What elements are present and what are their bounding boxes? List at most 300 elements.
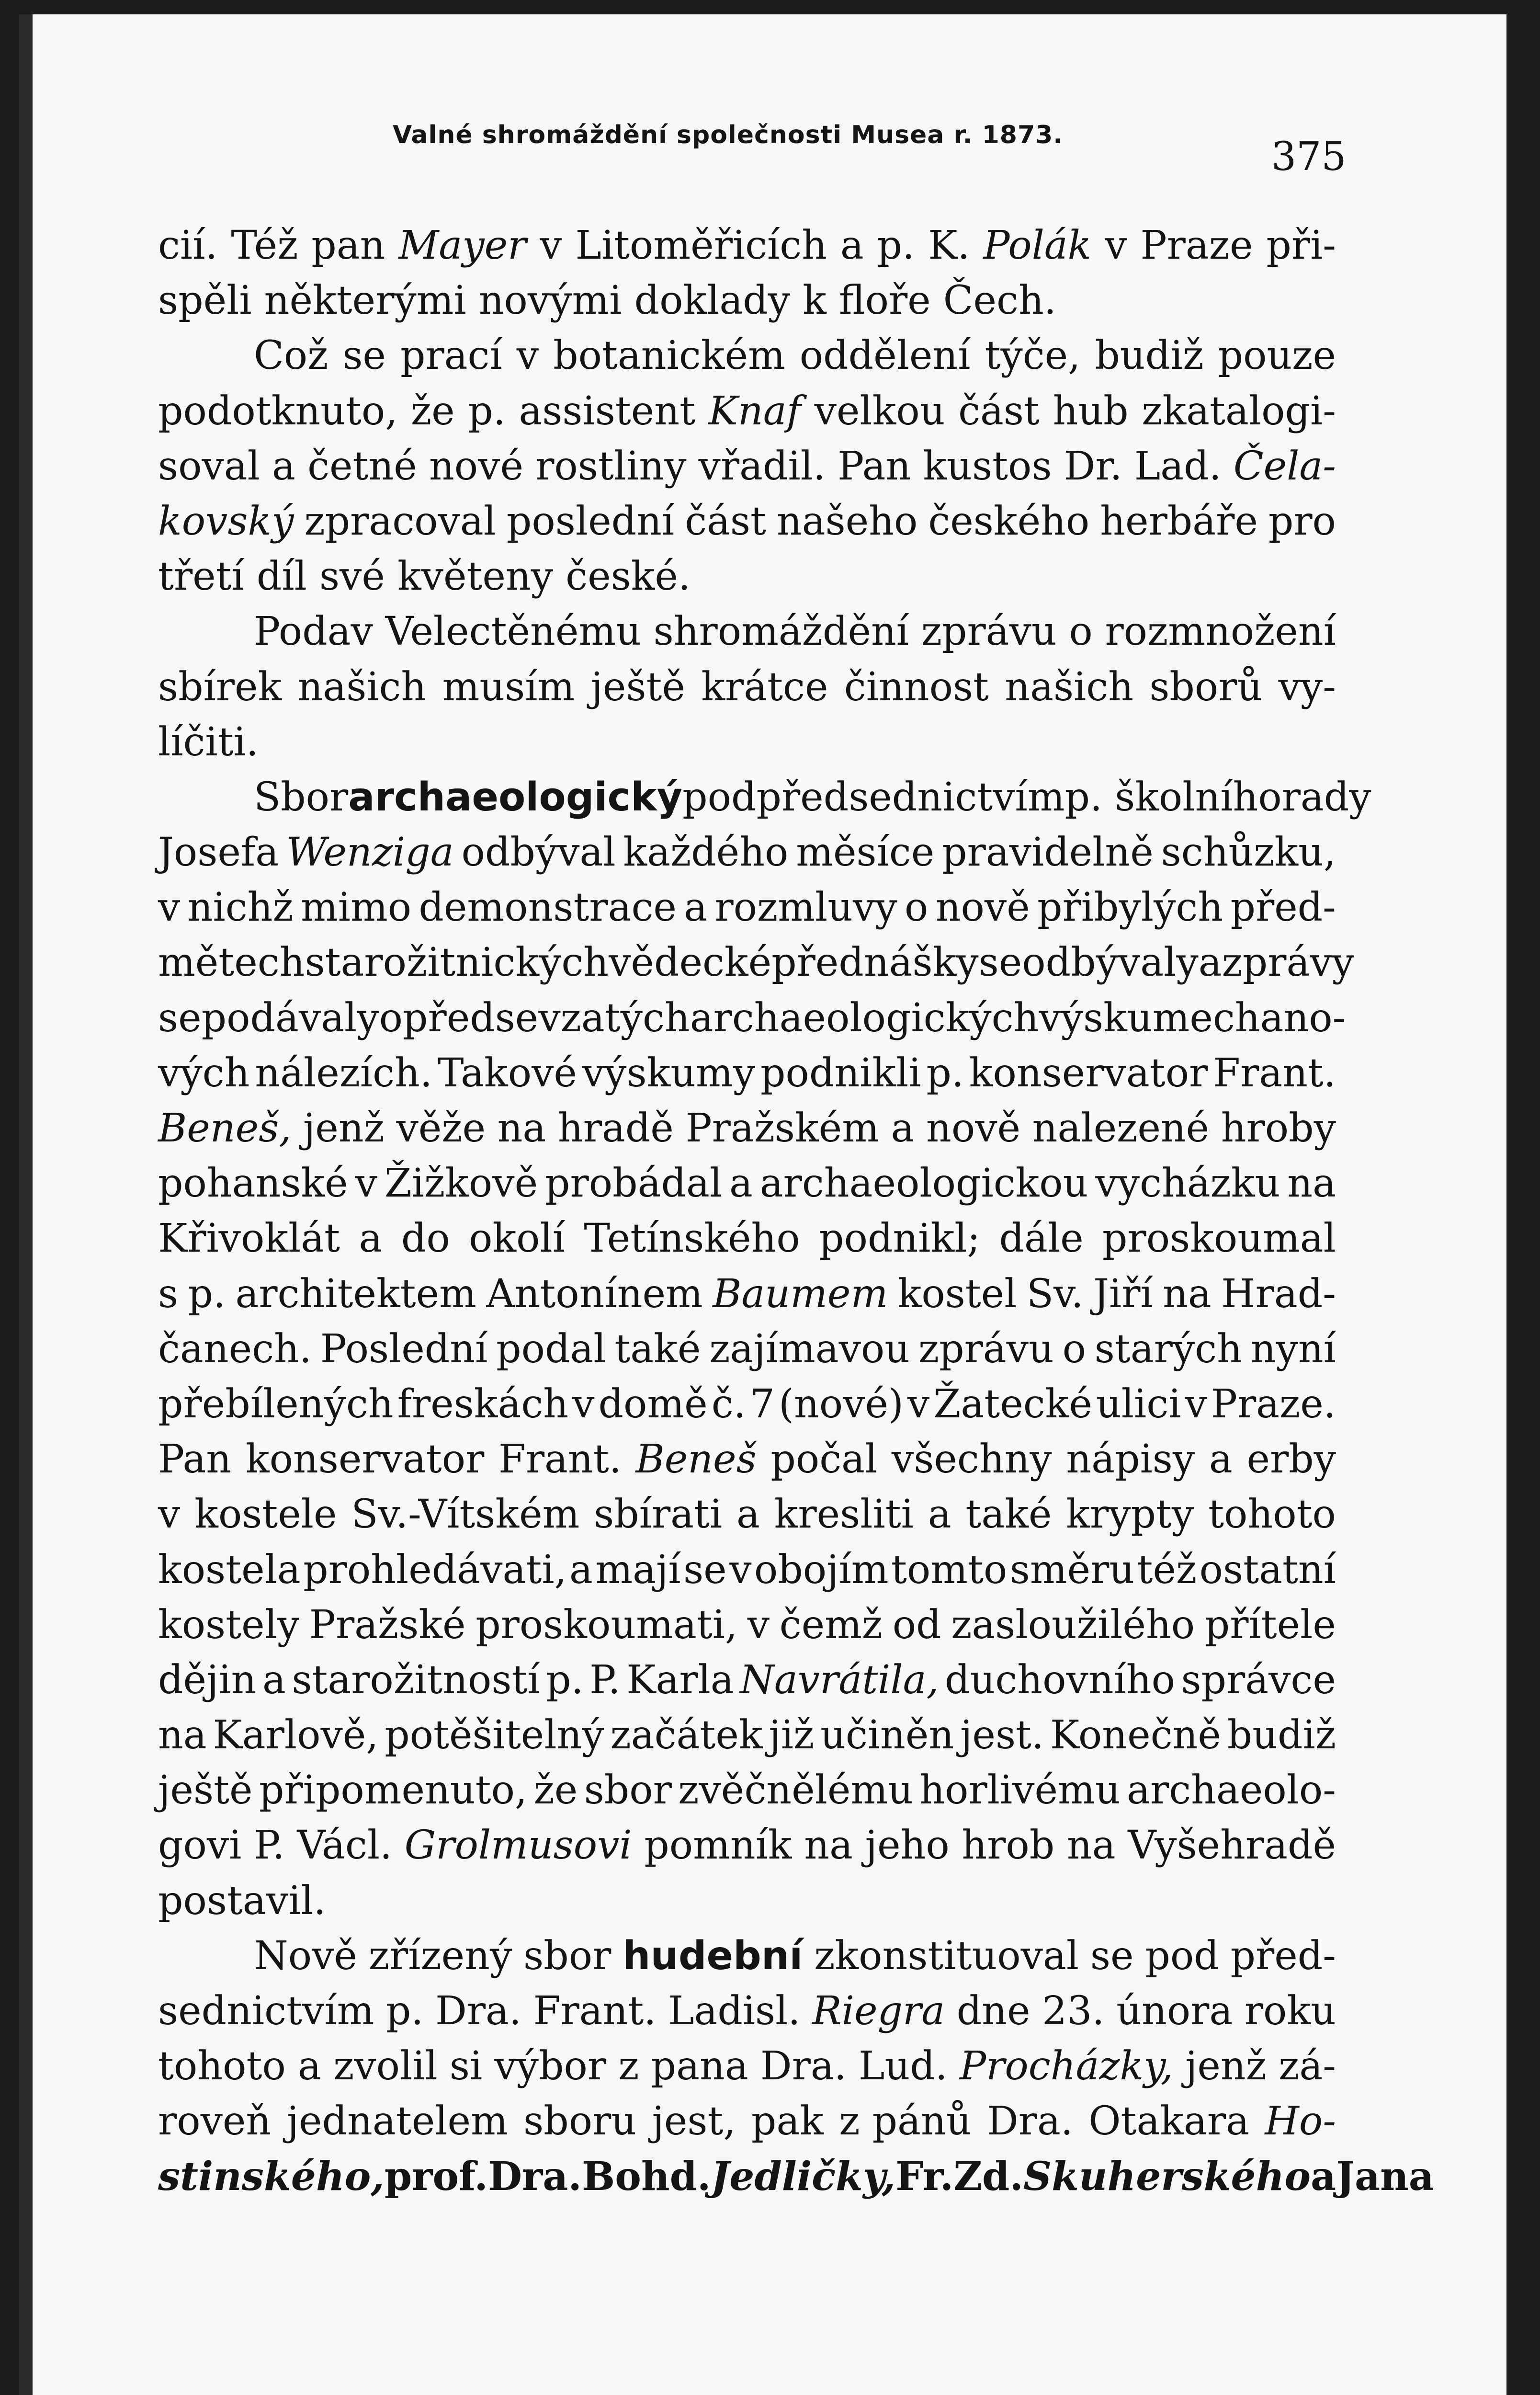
word: Praze.: [1211, 1381, 1336, 1427]
word: že: [410, 388, 455, 434]
word: Jana: [1336, 2153, 1434, 2200]
word: potěšitelný: [385, 1712, 604, 1758]
word: února: [1116, 1988, 1233, 2034]
word: jednatelem: [286, 2098, 508, 2144]
word: podotknuto,: [158, 388, 398, 434]
word: starožitností: [292, 1657, 540, 1703]
word: a: [1209, 1437, 1233, 1483]
word: sboru: [523, 2098, 637, 2144]
word: měsíce: [796, 830, 935, 876]
word: konservator: [245, 1437, 485, 1483]
text-line: [158, 2149, 1434, 2204]
text-line: [158, 770, 1371, 825]
word: Frant.: [498, 1437, 622, 1483]
word: pomník: [644, 1823, 792, 1869]
word: dále: [999, 1216, 1084, 1262]
word: také: [614, 1326, 701, 1372]
word: čanech.: [158, 1326, 312, 1372]
word: našich: [297, 664, 427, 710]
word: Pražské: [309, 1602, 466, 1648]
word: sbor: [523, 1933, 611, 1979]
word: pak: [751, 2098, 824, 2144]
word: výbor: [494, 2043, 607, 2089]
word: pravidelně: [942, 830, 1154, 876]
word: velkou: [814, 388, 945, 434]
word: musím: [442, 664, 575, 710]
text-line: [158, 1211, 1336, 1266]
word: kresliti: [774, 1492, 914, 1538]
word: rozmluvy: [714, 885, 897, 931]
text-line: [158, 494, 1336, 549]
text-line: [158, 1322, 1336, 1377]
word: Ho-: [1265, 2098, 1336, 2144]
text-line: [158, 1818, 1336, 1873]
text-line: [158, 1266, 1336, 1322]
word: nalezené: [1032, 1106, 1210, 1151]
word: na: [1163, 1271, 1212, 1317]
word: v: [729, 1547, 752, 1593]
word: čemž: [779, 1602, 883, 1648]
word: o: [905, 885, 929, 931]
word: se: [158, 995, 202, 1041]
word: Bohd.: [581, 2153, 711, 2200]
word: Fr.: [895, 2153, 954, 2200]
word: a: [262, 1657, 286, 1703]
body-text: [158, 218, 1434, 2204]
word: Dra.: [435, 1988, 521, 2034]
word: sbor: [584, 1768, 672, 1813]
word: prací: [400, 333, 502, 379]
word: v: [1105, 223, 1127, 268]
word: vy-: [1278, 664, 1336, 710]
word: dne: [956, 1988, 1030, 2034]
word: zprávy: [1222, 940, 1355, 986]
word: věže: [396, 1106, 486, 1151]
word: novými: [466, 278, 622, 324]
word: odbývaly: [1022, 940, 1199, 986]
word: Velectěnému: [385, 609, 641, 655]
word: všechny: [891, 1437, 1052, 1483]
word: pan: [311, 223, 385, 268]
word: budiž: [1227, 1712, 1336, 1758]
word: přebílených: [158, 1381, 394, 1427]
word: Sv.: [1026, 1271, 1084, 1317]
word: zvolil: [333, 2043, 438, 2089]
word: Pražském: [685, 1106, 879, 1151]
word: pro: [1268, 498, 1336, 544]
word: Beneš,: [158, 1106, 292, 1151]
word: o: [1062, 1326, 1086, 1372]
word: z: [618, 2043, 639, 2089]
word: assistent: [519, 388, 696, 434]
word: nápisy: [1066, 1437, 1195, 1483]
word: Václ.: [297, 1823, 393, 1869]
word: se: [1090, 1933, 1134, 1979]
word: zřízený: [368, 1933, 512, 1979]
word: zkatalogi-: [1142, 388, 1336, 434]
word: odbýval: [461, 830, 616, 876]
word: Hrad-: [1221, 1271, 1336, 1317]
word: a: [729, 1161, 753, 1207]
text-line: [158, 604, 1336, 659]
word: Karlově,: [213, 1712, 379, 1758]
word: a: [298, 2043, 321, 2089]
word: o: [379, 995, 403, 1041]
word: p. školního: [1064, 774, 1282, 820]
word: P.: [254, 1823, 285, 1869]
word: architektem: [235, 1271, 476, 1317]
word: Pan: [838, 443, 911, 489]
word: (nové): [778, 1381, 904, 1427]
text-line: [158, 1597, 1336, 1653]
word: oddělení: [799, 333, 971, 379]
word: již: [769, 1712, 815, 1758]
word: Jiří: [1093, 1271, 1153, 1317]
word: kostely: [158, 1602, 300, 1648]
word: Poslední: [320, 1326, 488, 1372]
word: v: [572, 1381, 595, 1427]
word: Litoměřicích: [575, 223, 827, 268]
word: probádal: [545, 1161, 723, 1207]
text-line: [158, 1928, 1336, 1984]
word: Baumem: [713, 1271, 888, 1317]
word: Konečně: [1050, 1712, 1221, 1758]
word: v: [158, 1492, 181, 1538]
word: rady: [1281, 774, 1371, 820]
word: jeho: [865, 1823, 950, 1869]
word: se: [342, 333, 386, 379]
word: Čech.: [930, 278, 1056, 324]
text-line: [158, 1046, 1336, 1101]
word: Riegra: [812, 1988, 945, 2034]
word: nálezích.: [255, 1050, 432, 1096]
word: konservator: [969, 1050, 1208, 1096]
text-line: [158, 825, 1336, 880]
word: p.: [188, 1271, 226, 1317]
word: rozmnožení: [1105, 609, 1336, 655]
word: Lud.: [859, 2043, 948, 2089]
word: přednášky: [771, 940, 979, 986]
word: na: [1066, 1823, 1116, 1869]
word: vycházku: [1095, 1161, 1280, 1207]
word: demonstrace: [419, 885, 677, 931]
word: ještě: [158, 1768, 253, 1813]
text-line: [158, 1542, 1336, 1597]
word: vřadil.: [698, 443, 826, 489]
word: jenž: [1185, 2043, 1267, 2089]
word: a: [684, 885, 708, 931]
word: Mayer: [398, 223, 527, 268]
word: díl: [244, 554, 307, 600]
word: se: [978, 940, 1022, 986]
word: 23.: [1042, 1988, 1105, 2034]
text-line: [158, 439, 1336, 494]
word: některými: [251, 278, 466, 324]
word: shromáždění: [653, 609, 909, 655]
word: Grolmusovi: [404, 1823, 632, 1869]
word: herbáře: [1100, 498, 1258, 544]
word: a: [359, 1216, 383, 1262]
text-line: [158, 1873, 1336, 1928]
word: a: [736, 1492, 760, 1538]
word: od: [892, 1602, 941, 1648]
word: starožitnických: [305, 940, 609, 986]
word: třetí: [158, 554, 244, 600]
word: archaeologický: [348, 774, 683, 820]
word: ulici: [1096, 1381, 1181, 1427]
word: p.: [385, 1988, 424, 2034]
word: květeny: [385, 554, 554, 600]
word: Antonínem: [486, 1271, 703, 1317]
word: pohanské: [158, 1161, 348, 1207]
word: podávaly: [201, 995, 379, 1041]
word: Žatecké: [933, 1381, 1092, 1427]
word: 7: [749, 1381, 775, 1427]
word: domě: [598, 1381, 708, 1427]
word: Otakara: [1088, 2098, 1250, 2144]
word: připomenuto,: [259, 1768, 528, 1813]
page-number: 375: [1271, 134, 1347, 180]
word: Praze: [1140, 223, 1253, 268]
word: soval: [158, 443, 260, 489]
word: Tetínského: [584, 1216, 800, 1262]
word: na: [804, 1823, 853, 1869]
word: starých: [1094, 1326, 1242, 1372]
word: p.: [468, 388, 506, 434]
word: každého: [623, 830, 789, 876]
word: Což: [254, 333, 328, 379]
word: botanickém: [553, 333, 785, 379]
word: doklady: [622, 278, 791, 324]
word: v: [907, 1381, 930, 1427]
word: a: [1260, 995, 1284, 1041]
word: zprávu: [918, 1326, 1054, 1372]
word: Nově: [254, 1933, 357, 1979]
word: přítele: [1204, 1602, 1336, 1648]
word: v: [1185, 1381, 1207, 1427]
text-line: [158, 218, 1336, 273]
word: Frant.: [1213, 1050, 1336, 1096]
word: a: [1198, 940, 1222, 986]
word: začátek: [610, 1712, 763, 1758]
word: schůzku,: [1161, 830, 1336, 876]
word: pana: [651, 2043, 748, 2089]
word: v: [355, 1161, 377, 1207]
word: kostel: [897, 1271, 1017, 1317]
word: ostatní: [1199, 1547, 1336, 1593]
word: v: [516, 333, 539, 379]
word: zvěčnělému: [678, 1768, 913, 1813]
word: duchovního: [945, 1657, 1175, 1703]
word: našich: [1005, 664, 1134, 710]
word: archaeolo-: [1127, 1768, 1336, 1813]
word: část: [958, 388, 1040, 434]
word: Zd.: [953, 2153, 1023, 2200]
word: Ladisl.: [668, 1988, 801, 2034]
word: české.: [553, 554, 691, 600]
word: prof.: [384, 2153, 488, 2200]
word: kostele: [194, 1492, 337, 1538]
word: tohoto: [1208, 1492, 1336, 1538]
word: pod: [682, 774, 757, 820]
word: spěli: [158, 278, 252, 324]
word: na: [497, 1106, 546, 1151]
word: P.: [589, 1657, 621, 1703]
word: mají: [595, 1547, 681, 1593]
scan-border: [1506, 14, 1536, 2395]
word: p.: [877, 223, 915, 268]
word: K.: [928, 223, 970, 268]
word: zasloužilého: [951, 1602, 1195, 1648]
word: zá-: [1279, 2043, 1336, 2089]
word: a: [840, 223, 864, 268]
text-line: [158, 660, 1336, 715]
word: s: [158, 1271, 179, 1317]
word: o: [1069, 609, 1093, 655]
text-line: [158, 1156, 1336, 1211]
word: na: [158, 1712, 207, 1758]
word: počal: [770, 1437, 878, 1483]
word: týče,: [985, 333, 1081, 379]
text-line: [158, 1984, 1336, 2039]
word: z pánů: [839, 2098, 972, 2144]
text-line: [158, 384, 1336, 439]
word: jest,: [652, 2098, 736, 2144]
word: též: [1137, 1547, 1197, 1593]
word: krypty: [1066, 1492, 1194, 1538]
word: Lad.: [1134, 443, 1222, 489]
word: na: [1287, 1161, 1336, 1207]
word: Skuherského: [1023, 2153, 1311, 2200]
word: Jedličky,: [711, 2153, 896, 2200]
word: a: [272, 443, 295, 489]
word: nové: [429, 443, 524, 489]
word: Beneš: [635, 1437, 757, 1483]
word: vědecké: [609, 940, 772, 986]
word: Čela-: [1233, 443, 1336, 489]
word: rostliny: [535, 443, 687, 489]
word: č.: [711, 1381, 746, 1427]
word: proskoumati,: [476, 1602, 738, 1648]
word: našeho: [776, 498, 918, 544]
word: část: [685, 498, 766, 544]
word: cií.: [158, 223, 218, 268]
word: přibylých: [1037, 885, 1223, 931]
text-line: [158, 2094, 1336, 2149]
word: Frant.: [533, 1988, 657, 2034]
word: Pan: [158, 1437, 232, 1483]
word: pouze: [1218, 333, 1336, 379]
word: sednictvím: [158, 1988, 374, 2034]
word: podnikli: [760, 1050, 921, 1096]
word: Žižkově: [384, 1161, 538, 1207]
word: budiž: [1095, 333, 1204, 379]
word: govi: [158, 1823, 242, 1869]
word: pod: [1145, 1933, 1219, 1979]
word: freskách: [397, 1381, 569, 1427]
word: směru: [1009, 1547, 1135, 1593]
word: Podav: [254, 609, 373, 655]
word: zajímavou: [709, 1326, 910, 1372]
text-line: [158, 2039, 1336, 2094]
word: sbírek: [158, 664, 282, 710]
text-line: [158, 1763, 1336, 1818]
word: Knaf: [708, 388, 801, 434]
word: a: [891, 1106, 915, 1151]
word: hub: [1053, 388, 1129, 434]
word: okolí: [469, 1216, 565, 1262]
word: Křivoklát: [158, 1216, 340, 1262]
word: před-: [1230, 1933, 1336, 1979]
word: předsevzatých: [403, 995, 690, 1041]
text-line: [158, 1487, 1336, 1542]
word: Dra.: [760, 2043, 847, 2089]
text-line: [158, 1653, 1336, 1708]
word: tohoto: [158, 2043, 286, 2089]
word: kustos: [923, 443, 1052, 489]
word: nově: [926, 1106, 1021, 1151]
word: mimo: [300, 885, 412, 931]
word: hudební: [623, 1933, 803, 1979]
text-line: [158, 273, 1336, 328]
word: zprávu: [921, 609, 1057, 655]
text-line: [158, 1432, 1336, 1487]
word: Sv.-Vítském: [351, 1492, 580, 1538]
word: Též: [231, 223, 298, 268]
text-line: [158, 328, 1336, 383]
word: nichž: [187, 885, 294, 931]
word: proskoumal: [1102, 1216, 1336, 1262]
book-page: [19, 14, 1513, 2395]
word: nově: [935, 885, 1030, 931]
word: kovský: [158, 498, 294, 544]
word: zkonstituoval: [814, 1933, 1079, 1979]
text-line: [158, 991, 1346, 1046]
word: Dra.: [487, 2153, 582, 2200]
word: a: [569, 1547, 593, 1593]
word: se: [683, 1547, 727, 1593]
word: p.: [926, 1050, 964, 1096]
word: četné: [307, 443, 417, 489]
text-line: [158, 1708, 1336, 1763]
word: roku: [1244, 1988, 1336, 2034]
word: také: [965, 1492, 1052, 1538]
word: poslední: [506, 498, 675, 544]
word: jest.: [960, 1712, 1044, 1758]
word: archaeologických: [690, 995, 1039, 1041]
word: Sbor: [254, 774, 349, 820]
text-line: [158, 935, 1355, 990]
word: si: [449, 2043, 483, 2089]
word: postavil.: [158, 1878, 326, 1924]
word: p.: [546, 1657, 584, 1703]
word: Takové: [437, 1050, 577, 1096]
word: výskumech: [1039, 995, 1260, 1041]
word: horlivému: [919, 1768, 1121, 1813]
text-line: [158, 715, 1336, 770]
word: stinského,: [158, 2153, 385, 2200]
word: podal: [496, 1326, 606, 1372]
word: správce: [1181, 1657, 1336, 1703]
word: v: [158, 885, 181, 931]
word: sborů: [1149, 664, 1263, 710]
word: hrob: [962, 1823, 1055, 1869]
word: Karla: [626, 1657, 734, 1703]
word: Vyšehradě: [1128, 1823, 1336, 1869]
word: nyní: [1250, 1326, 1336, 1372]
page-edge-shadow: [19, 14, 33, 2395]
word: Josefa: [158, 830, 279, 876]
